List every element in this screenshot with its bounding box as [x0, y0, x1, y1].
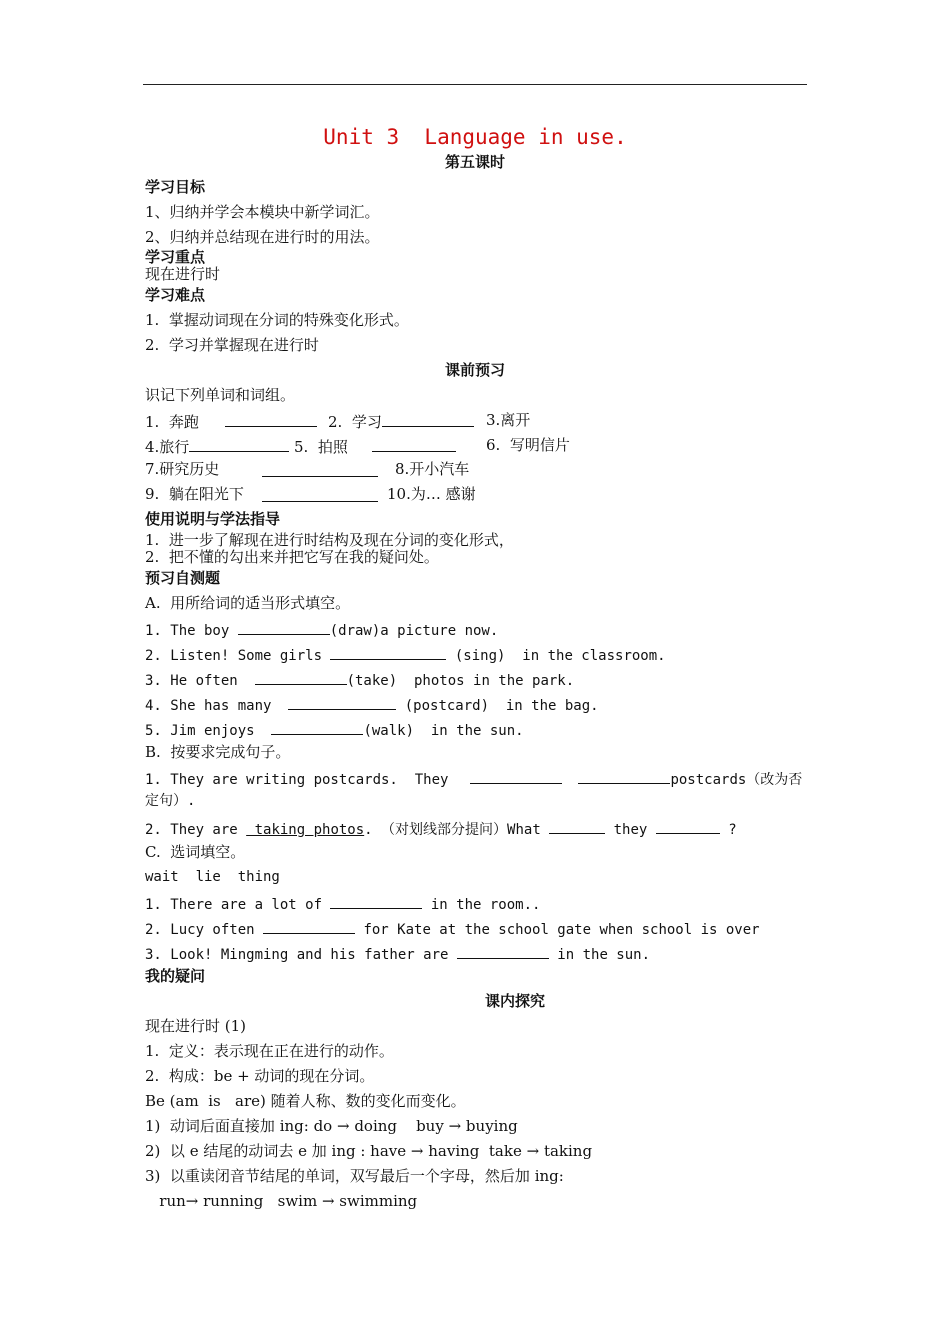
- goal-item: 1、归纳并学会本模块中新学词汇。: [145, 203, 380, 221]
- exercise-item: 3. Look! Mingming and his father are in the sun.: [145, 943, 650, 964]
- guidance-item: 2. 把不懂的勾出来并把它写在我的疑问处。: [145, 548, 439, 566]
- answer-blank[interactable]: [470, 768, 562, 784]
- exercise-item: 1. There are a lot of in the room..: [145, 893, 540, 914]
- explore-line: 1. 定义：表示现在正在进行的动作。: [145, 1042, 394, 1060]
- part-b-title: B. 按要求完成句子。: [145, 743, 291, 761]
- answer-blank[interactable]: [262, 461, 378, 477]
- answer-blank[interactable]: [656, 818, 720, 834]
- goals-heading: 学习目标: [145, 178, 206, 196]
- vocab-item: 9. 躺在阳光下: [145, 485, 244, 503]
- explore-line: run→ running swim → swimming: [145, 1192, 418, 1210]
- explore-topic: 现在进行时 (1): [145, 1017, 247, 1035]
- exercise-item: 2. Lucy often for Kate at the school gate when school is over: [145, 918, 760, 939]
- vocab-item: 10.为… 感谢: [387, 485, 476, 503]
- explore-line: Be (am is are) 随着人称、数的变化而变化。: [145, 1092, 466, 1110]
- exercise-item: 2. They are taking photos. （对划线部分提问）What they ?: [145, 818, 737, 839]
- lesson-label: 第五课时: [444, 153, 505, 171]
- answer-blank[interactable]: [330, 644, 446, 660]
- explore-line: 3) 以重读闭音节结尾的单词，双写最后一个字母，然后加 ing:: [145, 1167, 564, 1185]
- vocab-row: 1. 奔跑: [145, 411, 317, 431]
- exercise-item: 5. Jim enjoys (walk) in the sun.: [145, 719, 524, 740]
- page-title: Unit 3 Language in use.: [323, 125, 627, 149]
- exercise-item: 2. Listen! Some girls (sing) in the classroom.: [145, 644, 666, 665]
- vocab-row: 5. 拍照: [294, 436, 456, 456]
- preview-intro: 识记下列单词和词组。: [145, 386, 296, 404]
- answer-blank[interactable]: [255, 669, 347, 685]
- explore-line: 1) 动词后面直接加 ing: do → doing buy → buying: [145, 1117, 518, 1135]
- vocab-item: 8.开小汽车: [395, 460, 470, 478]
- goal-item: 2、归纳并总结现在进行时的用法。: [145, 228, 380, 246]
- exercise-item: 1. They are writing postcards. They postcards（改为否: [145, 768, 802, 789]
- vocab-item: 3.离开: [486, 411, 531, 429]
- difficulty-item: 2. 学习并掌握现在进行时: [145, 336, 319, 354]
- questions-heading: 我的疑问: [145, 967, 206, 985]
- part-c-title: C. 选词填空。: [145, 843, 246, 861]
- key-points-text: 现在进行时: [145, 265, 221, 283]
- answer-blank[interactable]: [382, 411, 474, 427]
- word-bank: wait lie thing: [145, 869, 280, 885]
- answer-blank[interactable]: [189, 436, 289, 452]
- answer-blank[interactable]: [271, 719, 363, 735]
- preview-heading: 课前预习: [444, 361, 505, 379]
- answer-blank[interactable]: [225, 411, 317, 427]
- answer-blank[interactable]: [457, 943, 549, 959]
- difficulty-item: 1. 掌握动词现在分词的特殊变化形式。: [145, 311, 409, 329]
- key-points-heading: 学习重点: [145, 248, 206, 266]
- explore-line: 2. 构成：be + 动词的现在分词。: [145, 1067, 375, 1085]
- exercise-item: 3. He often (take) photos in the park.: [145, 669, 574, 690]
- answer-blank[interactable]: [263, 918, 355, 934]
- answer-blank[interactable]: [262, 486, 378, 502]
- self-test-heading: 预习自测题: [145, 569, 221, 587]
- guidance-heading: 使用说明与学法指导: [145, 510, 281, 528]
- vocab-row: 2. 学习: [328, 411, 474, 431]
- exercise-item: 4. She has many (postcard) in the bag.: [145, 694, 599, 715]
- part-a-title: A. 用所给词的适当形式填空。: [145, 594, 351, 612]
- explore-heading: 课内探究: [485, 992, 546, 1010]
- vocab-item: 7.研究历史: [145, 460, 220, 478]
- exercise-item-cont: 定句）.: [145, 793, 196, 809]
- answer-blank[interactable]: [288, 694, 396, 710]
- answer-blank[interactable]: [238, 619, 330, 635]
- vocab-row: 4.旅行: [145, 436, 289, 456]
- answer-blank[interactable]: [372, 436, 456, 452]
- exercise-item: 1. The boy (draw)a picture now.: [145, 619, 498, 640]
- answer-blank[interactable]: [578, 768, 670, 784]
- difficulties-heading: 学习难点: [145, 286, 206, 304]
- answer-blank[interactable]: [549, 818, 605, 834]
- answer-blank[interactable]: [330, 893, 422, 909]
- explore-line: 2) 以 e 结尾的动词去 e 加 ing : have → having take → taking: [145, 1142, 593, 1160]
- vocab-item: 6. 写明信片: [486, 436, 570, 454]
- guidance-item: 1. 进一步了解现在进行时结构及现在分词的变化形式，: [145, 531, 514, 549]
- header-rule: [143, 84, 807, 85]
